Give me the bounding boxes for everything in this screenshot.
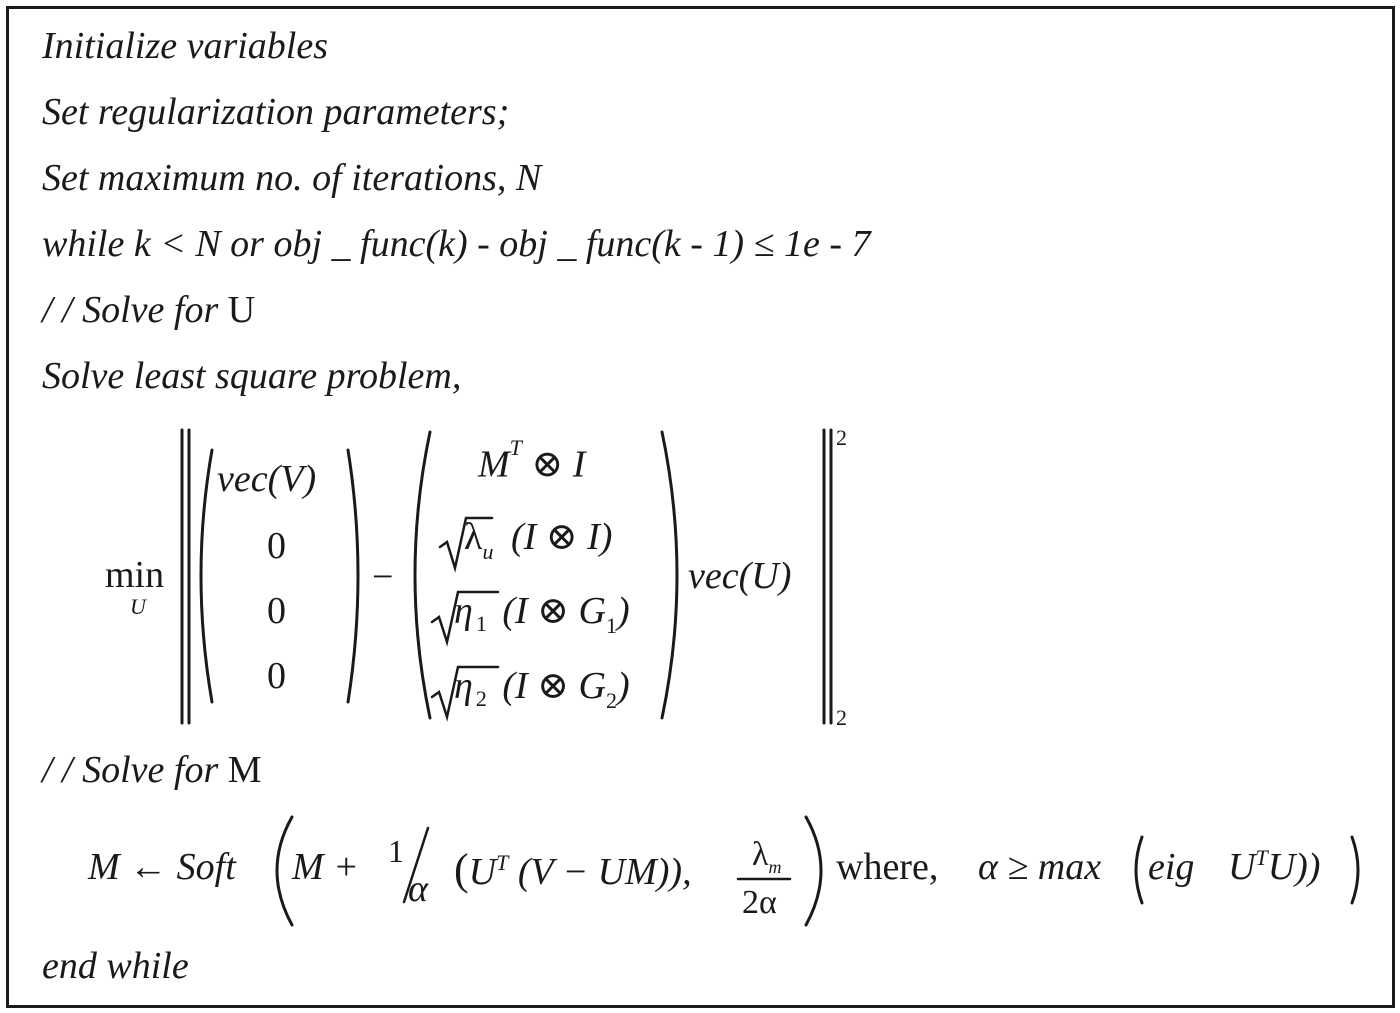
eq-cond: α ≥ max bbox=[978, 846, 1102, 888]
right-row-3-sub: 1 bbox=[475, 611, 487, 636]
eq-fraction-one: 1 bbox=[388, 833, 404, 869]
right-row-3-body-sub: 1 bbox=[605, 613, 617, 638]
eq-ut-sup: T bbox=[496, 850, 509, 875]
eq-minus: − bbox=[372, 556, 394, 598]
eq-condition bbox=[978, 848, 1101, 886]
eq-m-body bbox=[454, 845, 692, 894]
eq-paren-body: (V − UM)), bbox=[517, 851, 692, 893]
eq-m-plus: M + bbox=[292, 846, 359, 888]
left-vector-zero-3: 0 bbox=[267, 655, 286, 697]
right-row-4 bbox=[454, 665, 630, 713]
line-initialize: Initialize variables bbox=[42, 25, 329, 67]
eq-eig-arg bbox=[1228, 845, 1321, 888]
line-set-regularization: Set regularization parameters; bbox=[42, 91, 510, 133]
line-while-condition: while k < N or obj _ func(k) - obj _ func(k - 1) ≤ 1e - 7 bbox=[42, 223, 871, 265]
left-vector-vec-v: vec(V) bbox=[217, 458, 317, 500]
right-row-4-body-a: (I ⊗ G bbox=[502, 665, 606, 707]
comment-solve-u-prefix: / / Solve for bbox=[42, 289, 219, 331]
right-row-4-eta: η bbox=[454, 665, 473, 707]
right-row-3-body-b: ) bbox=[616, 590, 630, 632]
left-vector-zero-2: 0 bbox=[267, 590, 286, 632]
comment-solve-m-var: M bbox=[227, 749, 262, 791]
eq-eig: eig bbox=[1148, 846, 1195, 888]
right-row-1 bbox=[478, 435, 586, 486]
eq-min: min bbox=[105, 554, 165, 596]
right-row-2 bbox=[464, 516, 613, 564]
eq-vec-u: vec(U) bbox=[688, 555, 792, 597]
eq-eig-u: U bbox=[1228, 846, 1256, 888]
comment-solve-m bbox=[42, 751, 262, 789]
right-row-3-eta: η bbox=[454, 590, 473, 632]
eq-ut: U bbox=[468, 851, 497, 893]
comment-solve-u bbox=[42, 291, 255, 329]
comment-solve-u-var: U bbox=[227, 289, 256, 331]
right-row-1-m: M bbox=[478, 443, 510, 486]
line-end-while: end while bbox=[42, 945, 189, 987]
comment-solve-m-prefix: / / Solve for bbox=[42, 749, 219, 791]
eq-fraction-alpha: α bbox=[408, 868, 428, 910]
right-row-1-rest: ⊗ I bbox=[531, 443, 586, 486]
eq-lambda-m bbox=[752, 836, 782, 877]
eq-lambda-sub: m bbox=[768, 857, 782, 877]
eq-m-lhs: M ← Soft bbox=[88, 846, 236, 888]
line-least-square: Solve least square problem, bbox=[42, 355, 462, 397]
right-row-3-body-a: (I ⊗ G bbox=[502, 590, 606, 632]
eq-open-paren: ( bbox=[454, 845, 469, 894]
eq-lambda: λ bbox=[752, 836, 769, 873]
eq-two-alpha: 2α bbox=[742, 884, 777, 921]
right-row-2-body: (I ⊗ I) bbox=[510, 516, 613, 558]
right-row-4-sub: 2 bbox=[475, 686, 487, 711]
norm-subscript: 2 bbox=[836, 705, 847, 730]
right-row-4-body-sub: 2 bbox=[605, 688, 617, 713]
eq-where: where, bbox=[836, 846, 939, 888]
right-row-2-sub: u bbox=[482, 539, 494, 564]
eq-min-sub: U bbox=[130, 594, 146, 619]
right-row-3 bbox=[454, 590, 630, 638]
line-set-iterations: Set maximum no. of iterations, N bbox=[42, 157, 542, 199]
eq-eig-u2: U)) bbox=[1267, 846, 1321, 888]
norm-superscript: 2 bbox=[836, 425, 847, 450]
right-row-1-sup: T bbox=[509, 435, 522, 460]
right-row-4-body-b: ) bbox=[616, 665, 630, 707]
eq-eig-sup: T bbox=[1255, 845, 1268, 870]
left-vector-zero-1: 0 bbox=[267, 525, 286, 567]
right-row-2-lambda: λ bbox=[464, 516, 483, 558]
